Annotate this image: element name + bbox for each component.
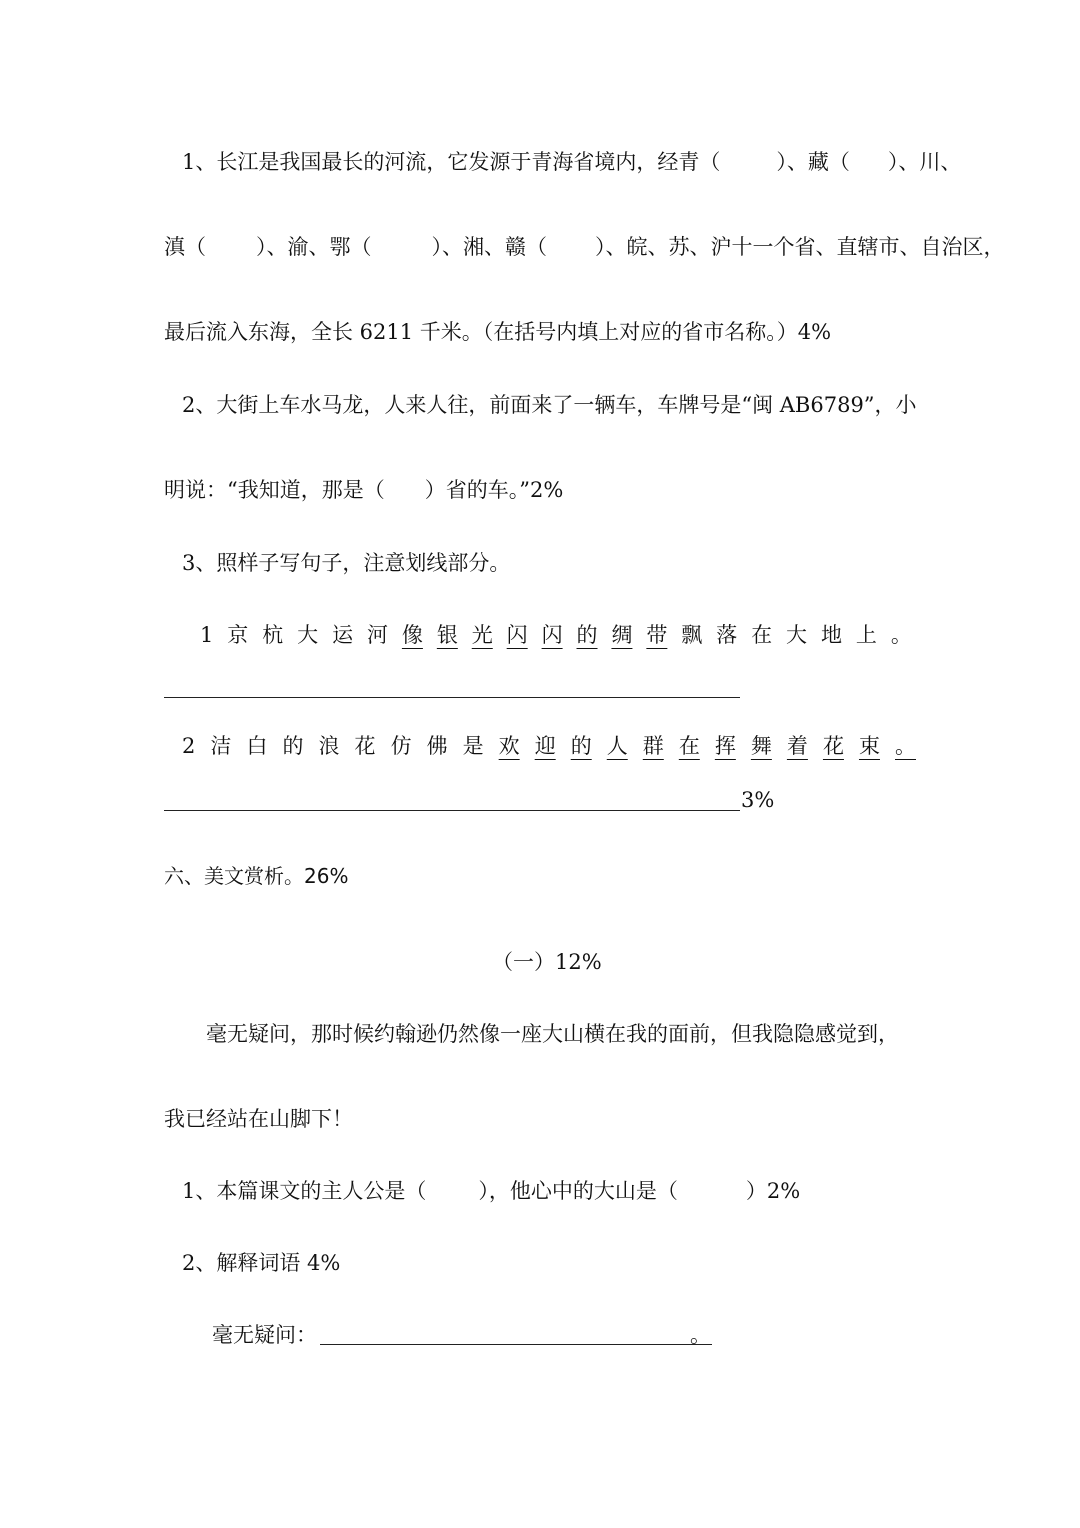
s2-num: 2: [182, 734, 196, 758]
q1-line-1: [182, 148, 961, 176]
s6-question-2: [182, 1249, 340, 1277]
s1-char-underlined: 的: [576, 623, 598, 647]
answer-line-1[interactable]: [164, 697, 740, 698]
q2-text-a: 2、大街上车水马龙，人来人往，前面来了一辆车，车牌号是“闽 AB6789”，小: [182, 393, 917, 417]
s2-char: 佛: [426, 734, 448, 758]
s1-num: 1: [200, 623, 214, 647]
definition-end-text: 。: [690, 1323, 711, 1347]
q1-text-g: ）、皖、苏、沪十一个省、直辖市、自治区，: [595, 235, 1005, 259]
q1-text-e: ）、渝、鄂（: [256, 235, 372, 259]
s2-char-underlined: 迎: [534, 734, 556, 758]
q1-text-h: 最后流入东海，全长 6211 千米。（在括号内填上对应的省市名称。）4%: [164, 320, 832, 344]
example-sentence-1: [200, 621, 912, 649]
s6-question-1: [182, 1177, 800, 1205]
definition-term: 毫无疑问：: [212, 1323, 317, 1347]
q1-line-2: [164, 233, 1005, 261]
s2-char: 浪: [318, 734, 340, 758]
s1-char: 杭: [262, 623, 284, 647]
s1-char-underlined: 闪: [506, 623, 528, 647]
section-6-heading: [164, 862, 348, 890]
q3-score-text: 3%: [741, 788, 775, 812]
q2-line-1: [182, 391, 917, 419]
q3-title-text: 3、照样子写句子，注意划线部分。: [182, 551, 511, 575]
s6-q2-text: 2、解释词语 4%: [182, 1251, 341, 1275]
s2-char-underlined: 舞: [750, 734, 772, 758]
definition-row: [212, 1321, 317, 1349]
s1-char: 在: [751, 623, 773, 647]
s2-char-underlined: 着: [786, 734, 808, 758]
s1-char-underlined: 光: [471, 623, 493, 647]
s1-char: 河: [366, 623, 388, 647]
s2-char-underlined: 束: [858, 734, 880, 758]
s2-char: 白: [246, 734, 268, 758]
answer-line-2[interactable]: [164, 810, 740, 811]
section-6-heading-text: 六、美文赏析。26%: [164, 864, 349, 888]
s1-char: 上: [855, 623, 877, 647]
s1-char-underlined: 闪: [541, 623, 563, 647]
q1-text-c: ）、川、: [887, 150, 962, 174]
q1-text-b: ）、藏（: [776, 150, 850, 174]
s1-char: 大: [786, 623, 808, 647]
q1-line-3: [164, 318, 831, 346]
s2-char: 的: [282, 734, 304, 758]
s1-char: 运: [332, 623, 354, 647]
s2-char: 仿: [390, 734, 412, 758]
q1-text-a: 1、长江是我国最长的河流，它发源于青海省境内，经青（: [182, 150, 721, 174]
part-title: [492, 948, 602, 976]
s1-char: 飘: [681, 623, 703, 647]
s2-char-underlined: 在: [678, 734, 700, 758]
s1-char-underlined: 银: [436, 623, 458, 647]
s1-char: 。: [890, 623, 912, 647]
q3-score: [741, 786, 774, 814]
s2-char: 花: [354, 734, 376, 758]
s2-char-underlined: 。: [895, 734, 916, 758]
s1-char: 落: [716, 623, 738, 647]
s2-char-underlined: 欢: [498, 734, 520, 758]
q2-line-2: [164, 476, 563, 504]
passage-line-2: [164, 1105, 353, 1133]
s2-char: 是: [462, 734, 484, 758]
definition-answer-line[interactable]: [320, 1344, 712, 1345]
s1-char: 京: [227, 623, 249, 647]
s6-q1-text-a: 1、本篇课文的主人公是（: [182, 1179, 427, 1203]
s1-char: 地: [820, 623, 842, 647]
s1-char: 大: [297, 623, 319, 647]
q1-text-f: ）、湘、赣（: [431, 235, 547, 259]
s1-char-underlined: 绸: [611, 623, 633, 647]
s1-char-underlined: 像: [401, 623, 423, 647]
example-sentence-2: [182, 732, 916, 760]
s1-char-underlined: 带: [646, 623, 668, 647]
part-title-text: （一）12%: [492, 950, 602, 974]
s2-char-underlined: 群: [642, 734, 664, 758]
s6-q1-text-c: ）2%: [745, 1179, 801, 1203]
q3-title: [182, 549, 510, 577]
s6-q1-text-b: ），他心中的大山是（: [478, 1179, 678, 1203]
s2-char-underlined: 的: [570, 734, 592, 758]
q1-text-d: 滇（: [164, 235, 206, 259]
s2-char: 洁: [210, 734, 232, 758]
passage-line-1: [206, 1020, 899, 1048]
passage-text-1: 毫无疑问，那时候约翰逊仍然像一座大山横在我的面前，但我隐隐感觉到，: [206, 1022, 899, 1046]
s2-char-underlined: 花: [822, 734, 844, 758]
definition-end-mark: [690, 1321, 711, 1349]
q2-text-b: 明说：“我知道，那是（: [164, 478, 385, 502]
passage-text-2: 我已经站在山脚下！: [164, 1107, 353, 1131]
q2-text-c: ）省的车。”2%: [424, 478, 564, 502]
s2-char-underlined: 挥: [714, 734, 736, 758]
s2-char-underlined: 人: [606, 734, 628, 758]
